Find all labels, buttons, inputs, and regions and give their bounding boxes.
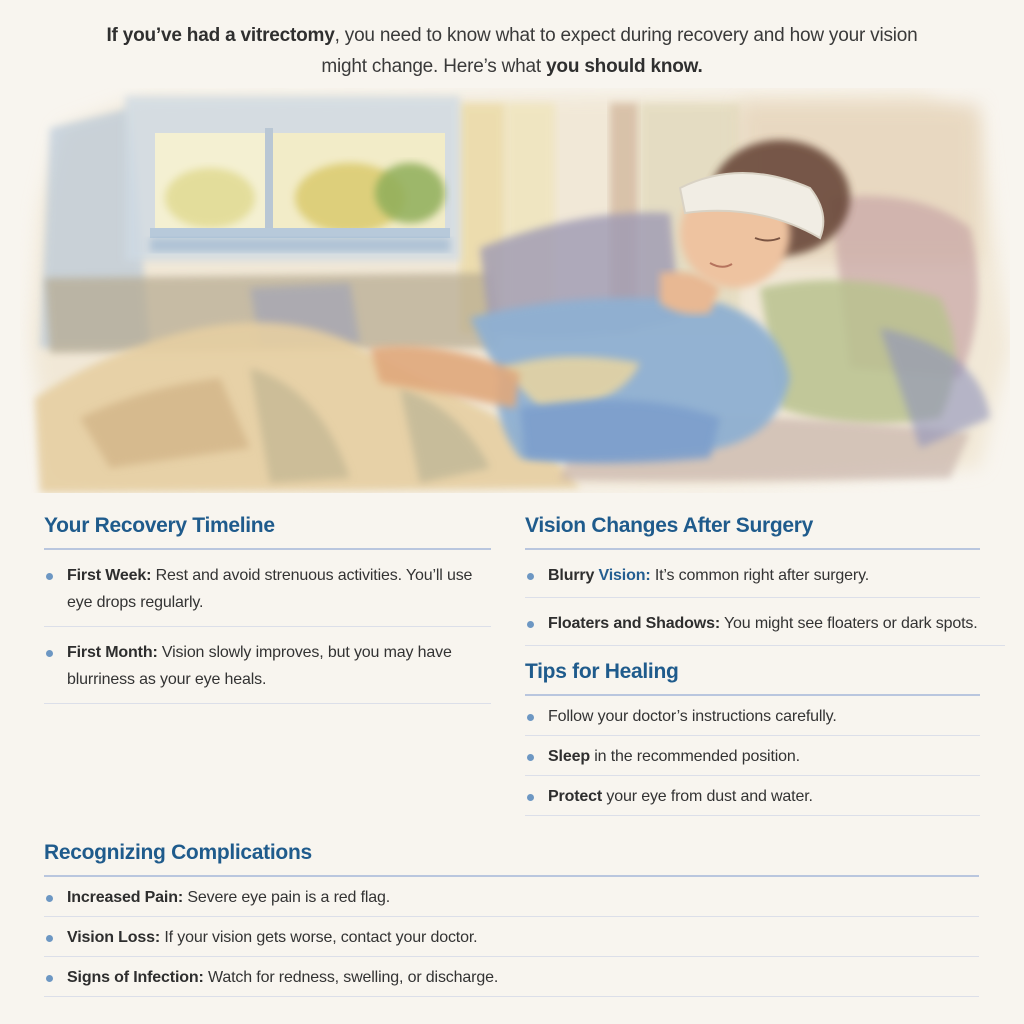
list-item bbox=[44, 877, 979, 917]
recovery-illustration bbox=[20, 88, 1010, 493]
item-text: It’s common right after surgery. bbox=[650, 567, 870, 584]
item-label: Increased Pain: bbox=[67, 889, 184, 906]
item-text: Vision slowly improves, but you may have blurriness as your eye heals. bbox=[67, 644, 452, 688]
intro-text-2: might change. Here’s what bbox=[321, 56, 547, 77]
item-text: in the recommended position. bbox=[589, 748, 800, 765]
intro-bold-vitrectomy: If you’ve had a vitrectomy bbox=[106, 25, 335, 46]
item-text: If your vision gets worse, contact your doctor. bbox=[160, 929, 478, 946]
item-label: Blurry bbox=[548, 567, 599, 584]
item-text: Severe eye pain is a red flag. bbox=[183, 889, 391, 906]
watercolor-illustration bbox=[20, 88, 1010, 493]
section-tips-for-healing bbox=[525, 659, 980, 816]
list-item bbox=[44, 550, 491, 627]
section-title: Tips for Healing bbox=[525, 659, 980, 696]
list-item bbox=[44, 917, 979, 957]
bullet-icon bbox=[527, 573, 534, 580]
section-title: Vision Changes After Surgery bbox=[525, 513, 980, 550]
vision-list bbox=[525, 550, 980, 646]
list-item bbox=[44, 957, 979, 997]
item-label: First Week: bbox=[67, 567, 152, 584]
item-text: Rest and avoid strenuous activities. You’ll use eye drops regularly. bbox=[67, 567, 473, 611]
list-item bbox=[525, 736, 980, 776]
item-label: First Month: bbox=[67, 644, 158, 661]
item-text: You might see floaters or dark spots. bbox=[720, 615, 978, 632]
item-text: Watch for redness, swelling, or discharge. bbox=[203, 969, 499, 986]
bullet-icon bbox=[46, 975, 53, 982]
list-item bbox=[525, 696, 980, 736]
section-title: Recognizing Complications bbox=[44, 840, 979, 877]
bullet-icon bbox=[46, 895, 53, 902]
tips-list bbox=[525, 696, 980, 816]
item-text: your eye from dust and water. bbox=[602, 788, 813, 805]
bullet-icon bbox=[527, 714, 534, 721]
section-recognizing-complications bbox=[44, 840, 979, 997]
section-vision-changes bbox=[525, 513, 980, 646]
complications-list bbox=[44, 877, 979, 997]
section-title: Your Recovery Timeline bbox=[44, 513, 491, 550]
bullet-icon bbox=[46, 935, 53, 942]
list-item bbox=[44, 627, 491, 704]
item-label-accent: Vision: bbox=[598, 567, 651, 584]
bullet-icon bbox=[46, 650, 53, 657]
list-item bbox=[525, 776, 980, 816]
item-text: Follow your doctor’s instructions carefully. bbox=[548, 708, 837, 725]
bullet-icon bbox=[527, 794, 534, 801]
item-label: Floaters and Shadows: bbox=[548, 615, 720, 632]
item-label: Protect bbox=[548, 788, 603, 805]
item-label: Signs of Infection: bbox=[67, 969, 204, 986]
item-label: Sleep bbox=[548, 748, 590, 765]
intro-paragraph bbox=[60, 20, 964, 82]
list-item bbox=[525, 550, 980, 598]
intro-text-1: , you need to know what to expect during recovery and how your vision bbox=[334, 25, 918, 46]
bullet-icon bbox=[46, 573, 53, 580]
section-recovery-timeline bbox=[44, 513, 491, 704]
item-label: Vision Loss: bbox=[67, 929, 161, 946]
bullet-icon bbox=[527, 621, 534, 628]
timeline-list bbox=[44, 550, 491, 704]
bullet-icon bbox=[527, 754, 534, 761]
list-item bbox=[525, 598, 1005, 646]
intro-bold-know: you should know. bbox=[546, 56, 703, 77]
